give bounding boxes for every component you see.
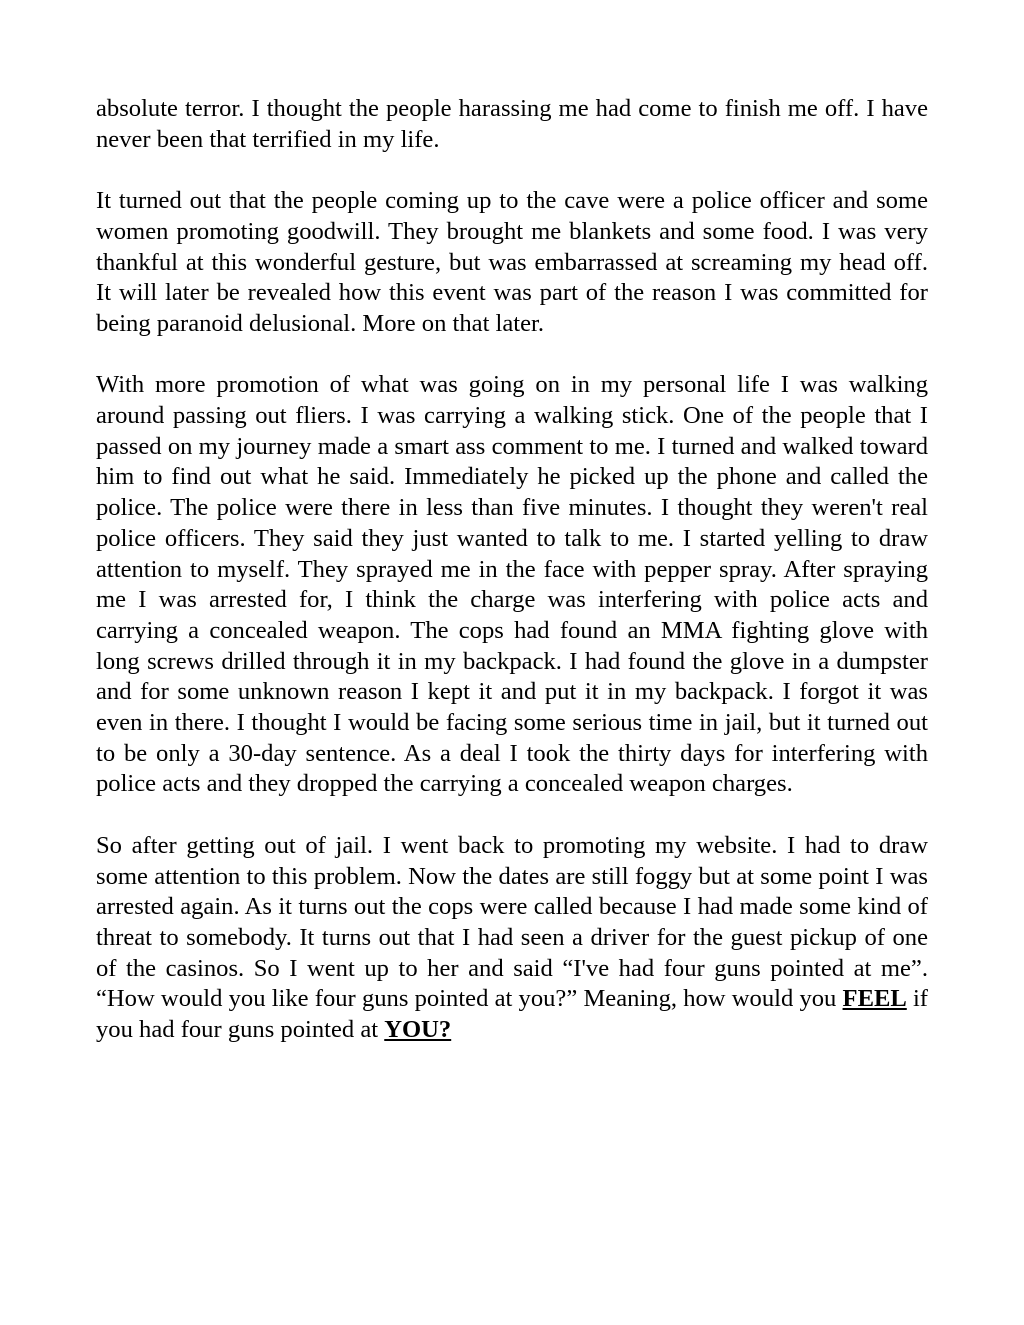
paragraph-2: It turned out that the people coming up to the cave were a police officer and some women promoting goodwill. They brought me blankets and some food. I was very thankful at this wonderful gesture, but was embarrassed at screaming my head off. It will later be revealed how this event was part of the reason I was committed for being paranoid delusional. More on that later.: [96, 187, 928, 337]
paragraph-3: With more promotion of what was going on in my personal life I was walking around passing out fliers. I was carrying a walking stick. One of the people that I passed on my journey made a smart ass comment to me. I turned and walked toward him to find out what he said. Immediately he picked up the phone and called the police. The police were there in less than five minutes. I thought they weren't real police officers. They said they just wanted to talk to me. I started yelling to draw attention to myself. They sprayed me in the face with pepper spray. After spraying me I was arrested for, I think the charge was interfering with police acts and carrying a concealed weapon. The cops had found an MMA fighting glove with long screws drilled through it in my backpack. I had found the glove in a dumpster and for some unknown reason I kept it and put it in my backpack. I forgot it was even in there. I thought I would be facing some serious time in jail, but it turned out to be only a 30-day sentence. As a deal I took the thirty days for interfering with police acts and they dropped the carrying a concealed weapon charges.: [96, 371, 928, 798]
emphasis-feel: FEEL: [842, 985, 907, 1013]
document-body: [96, 94, 928, 1076]
paragraph-4-text-before: So after getting out of jail. I went back to promoting my website. I had to draw some attention to this problem. Now the dates are still foggy but at some point I was arrested again. As it turns out the cops were called because I had made some kind of threat to somebody. It turns out that I had seen a driver for the guest pickup of one of the casinos. So I went up to her and said “I've had four guns pointed at me”. “How would you like four guns pointed at you?” Meaning, how would you: [96, 831, 928, 1013]
paragraph-4: [96, 831, 928, 1046]
paragraph-4-text-middle: if you had four guns pointed at: [96, 985, 929, 1044]
paragraph-1: absolute terror. I thought the people harassing me had come to finish me off. I have never been that terrified in my life.: [96, 95, 928, 153]
emphasis-you: YOU?: [384, 1016, 452, 1044]
